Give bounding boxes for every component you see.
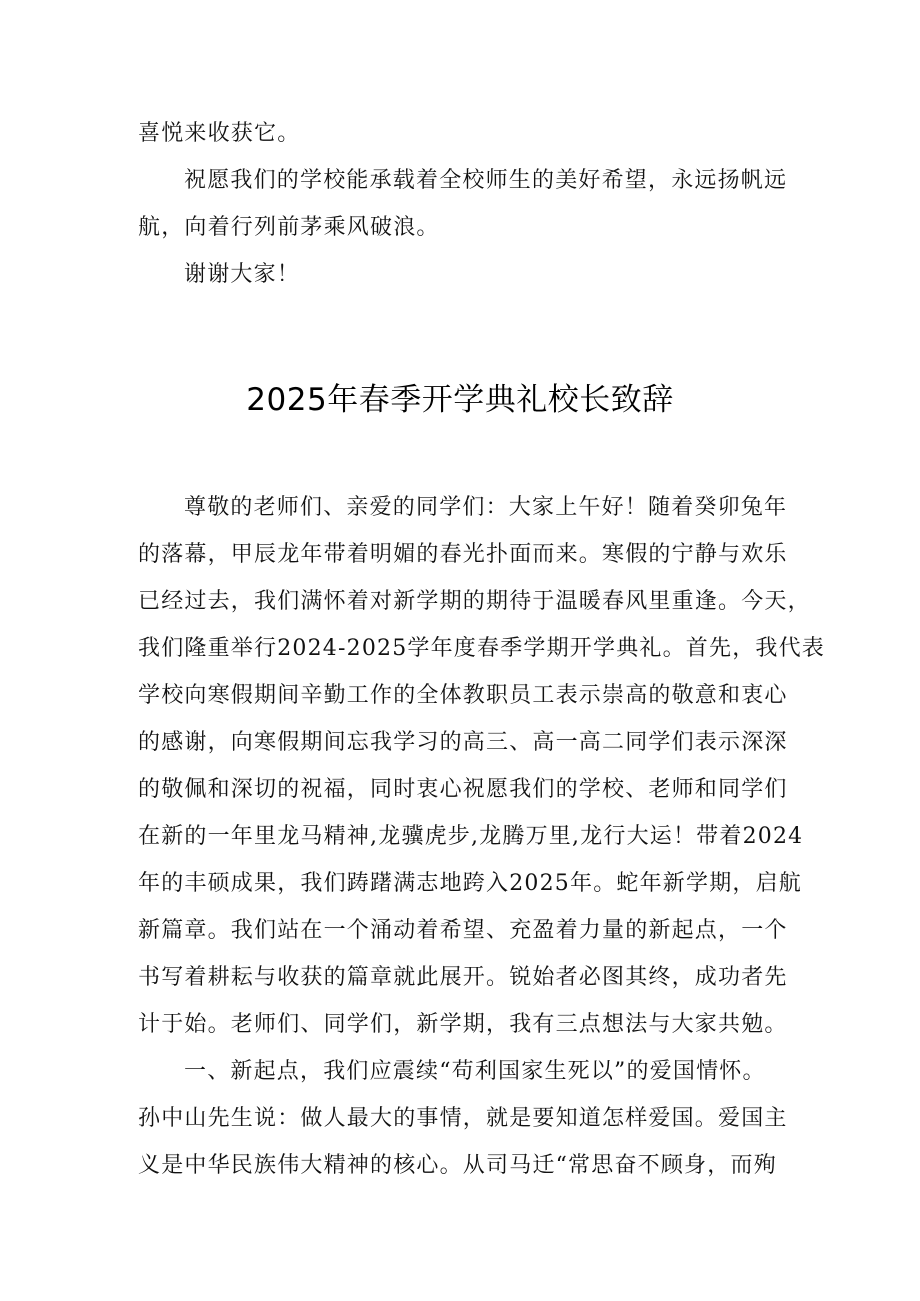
document-title: 2025年春季开学典礼校长致辞 bbox=[246, 382, 674, 418]
paragraph-line: 在新的一年里龙马精神,龙骥虎步,龙腾万里,龙行大运！带着2024 bbox=[138, 824, 804, 849]
paragraph-line: 年的丰硕成果，我们踌躇满志地跨入2025年。蛇年新学期，启航 bbox=[138, 871, 802, 896]
previous-speech-ending bbox=[138, 110, 798, 298]
paragraph-line: 的敬佩和深切的祝福，同时衷心祝愿我们的学校、老师和同学们 bbox=[138, 777, 788, 802]
paragraph-line: 的感谢，向寒假期间忘我学习的高三、高一高二同学们表示深深 bbox=[138, 730, 788, 755]
paragraph-line: 祝愿我们的学校能承载着全校师生的美好希望，永远扬帆远 bbox=[184, 168, 788, 193]
paragraph-line: 的落幕，甲辰龙年带着明媚的春光扑面而来。寒假的宁静与欢乐 bbox=[138, 542, 788, 567]
paragraph-line: 已经过去，我们满怀着对新学期的期待于温暖春风里重逢。今天， bbox=[138, 589, 811, 614]
paragraph-line: 孙中山先生说：做人最大的事情，就是要知道怎样爱国。爱国主 bbox=[138, 1106, 788, 1131]
speech-body bbox=[138, 484, 826, 1189]
paragraph-line: 学校向寒假期间辛勤工作的全体教职员工表示崇高的敬意和衷心 bbox=[138, 683, 788, 708]
paragraph-line: 喜悦来收获它。 bbox=[138, 121, 301, 146]
paragraph-line: 新篇章。我们站在一个涌动着希望、充盈着力量的新起点，一个 bbox=[138, 918, 788, 943]
paragraph-line: 谢谢大家！ bbox=[184, 262, 301, 287]
paragraph-line: 一、新起点，我们应震续“苟利国家生死以”的爱国情怀。 bbox=[184, 1059, 766, 1084]
paragraph-line: 义是中华民族伟大精神的核心。从司马迁“常思奋不顾身，而殉 bbox=[138, 1153, 777, 1178]
paragraph-line: 尊敬的老师们、亲爱的同学们：大家上午好！随着癸卯兔年 bbox=[184, 495, 788, 520]
paragraph-line: 书写着耕耘与收获的篇章就此展开。锐始者必图其终，成功者先 bbox=[138, 965, 788, 990]
paragraph-line: 航，向着行列前茅乘风破浪。 bbox=[138, 215, 440, 240]
paragraph-line: 我们隆重举行2024-2025学年度春季学期开学典礼。首先，我代表 bbox=[138, 636, 826, 661]
paragraph-line: 计于始。老师们、同学们，新学期，我有三点想法与大家共勉。 bbox=[138, 1012, 788, 1037]
